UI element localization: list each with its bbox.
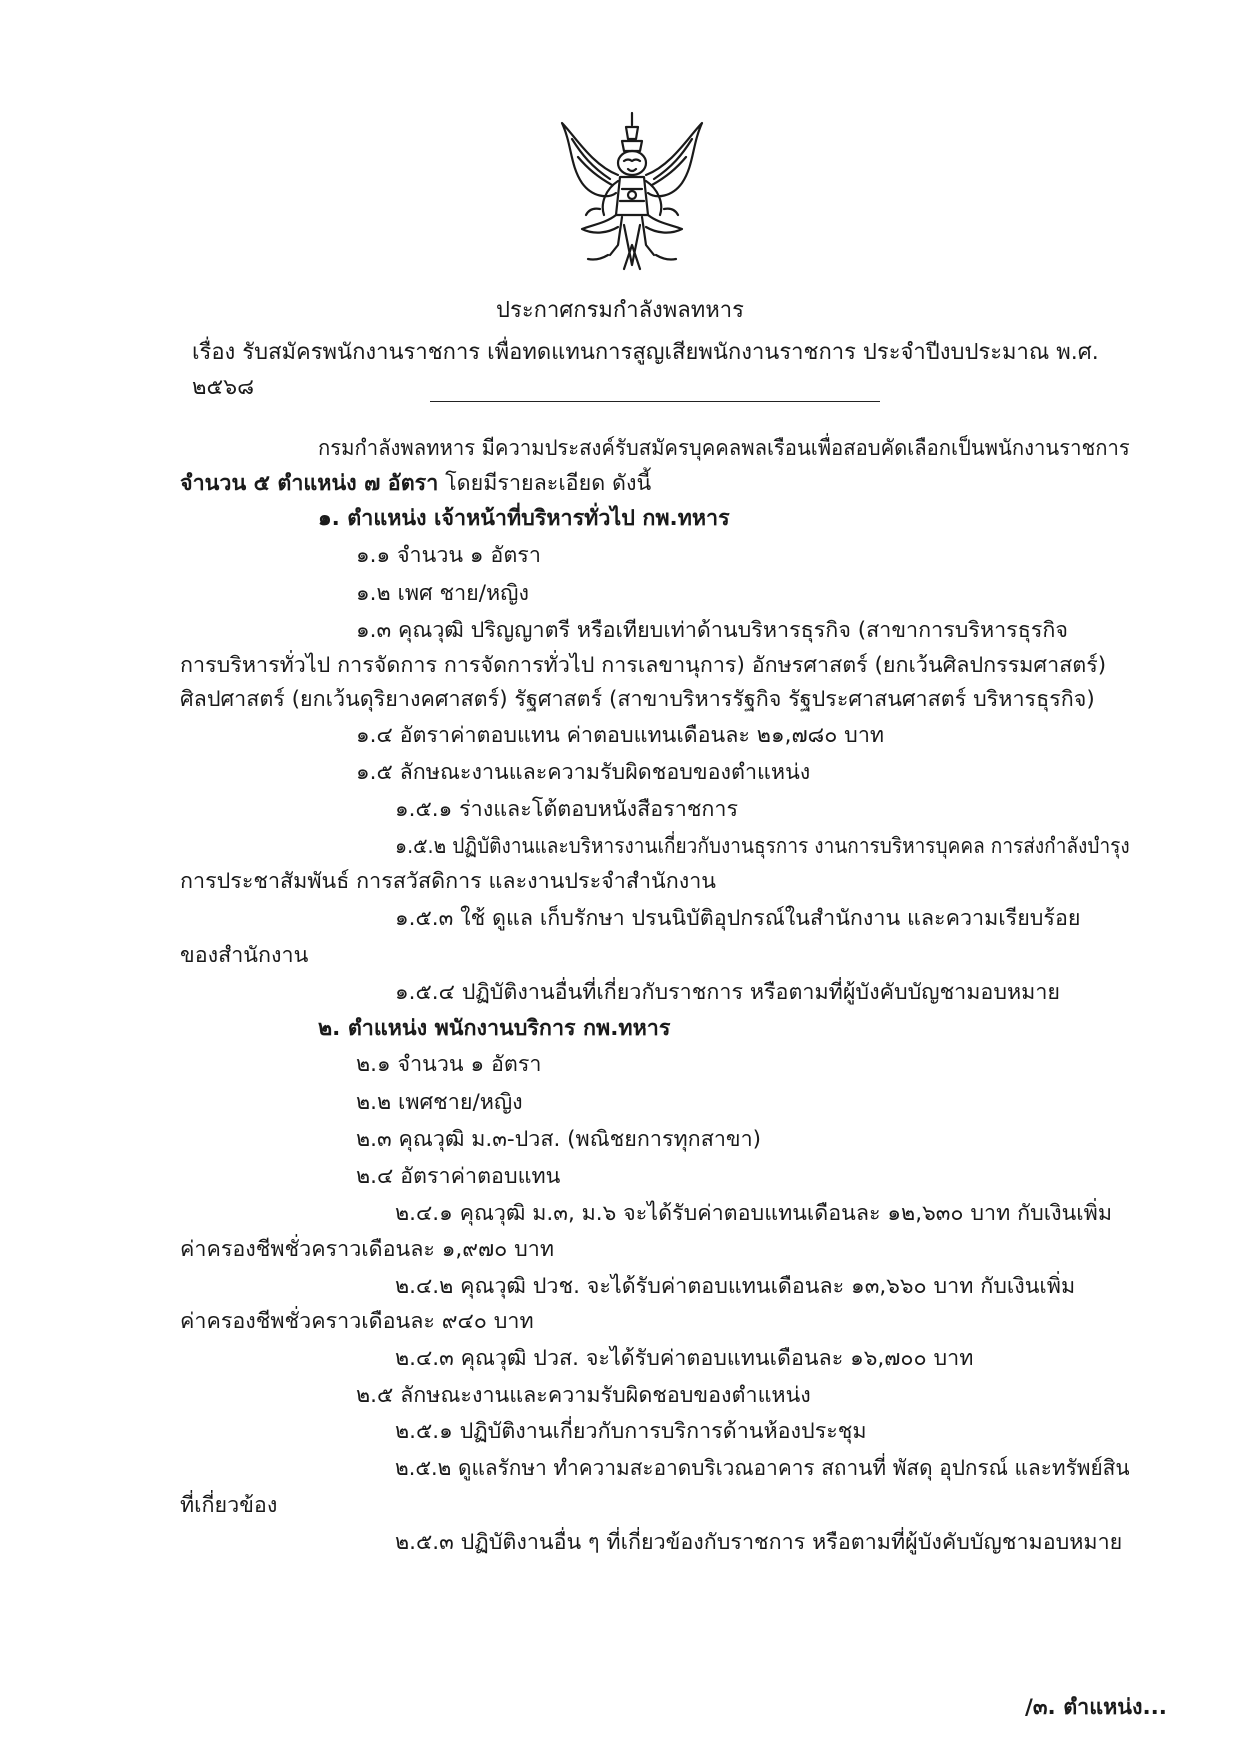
section-1-duty-3-line-2: ของสำนักงาน — [180, 943, 309, 968]
section-2-pay-3: ๒.๔.๓ คุณวุฒิ ปวส. จะได้รับค่าตอบแทนเดือนละ ๑๖,๗๐๐ บาท — [395, 1346, 974, 1371]
section-1-duty-1: ๑.๕.๑ ร่างและโต้ตอบหนังสือราชการ — [395, 797, 739, 822]
section-1-qualification-line-1: ๑.๓ คุณวุฒิ ปริญญาตรี หรือเทียบเท่าด้านบริหารธุรกิจ (สาขาการบริหารธุรกิจ — [356, 618, 1069, 643]
announcement-subject: เรื่อง รับสมัครพนักงานราชการ เพื่อทดแทนการสูญเสียพนักงานราชการ ประจำปีงบประมาณ พ.ศ. ๒๕๖๘ — [192, 340, 1099, 400]
section-1-duty-2-line-2: การประชาสัมพันธ์ การสวัสดิการ และงานประจำสำนักงาน — [180, 869, 716, 894]
section-2-duty-2-line-1: ๒.๕.๒ ดูแลรักษา ทำความสะอาดบริเวณอาคาร สถานที่ พัสดุ อุปกรณ์ และทรัพย์สิน — [395, 1456, 1130, 1481]
garuda-emblem — [552, 105, 712, 275]
section-1-gender: ๑.๒ เพศ ชาย/หญิง — [356, 581, 529, 606]
intro-line-1: กรมกำลังพลทหาร มีความประสงค์รับสมัครบุคคลพลเรือนเพื่อสอบคัดเลือกเป็นพนักงานราชการ — [318, 436, 1130, 461]
page-continuation: /๓. ตำแหน่ง... — [1025, 1695, 1167, 1720]
section-1-pay: ๑.๔ อัตราค่าตอบแทน ค่าตอบแทนเดือนละ ๒๑,๗๘๐ บาท — [356, 723, 885, 748]
section-1-duties-heading: ๑.๕ ลักษณะงานและความรับผิดชอบของตำแหน่ง — [356, 760, 811, 785]
intro-positions-count: จำนวน ๕ ตำแหน่ง ๗ อัตรา — [180, 471, 439, 496]
title-divider — [430, 401, 880, 402]
section-2-duty-1: ๒.๕.๑ ปฏิบัติงานเกี่ยวกับการบริการด้านห้องประชุม — [395, 1419, 867, 1444]
section-2-qualification: ๒.๓ คุณวุฒิ ม.๓-ปวส. (พณิชยการทุกสาขา) — [356, 1127, 762, 1152]
section-1-qualification-line-3: ศิลปศาสตร์ (ยกเว้นดุริยางคศาสตร์) รัฐศาสตร์ (สาขาบริหารรัฐกิจ รัฐประศาสนศาสตร์ บริหารธุรกิจ) — [180, 687, 1095, 712]
intro-line-2-rest: โดยมีรายละเอียด ดังนี้ — [438, 471, 652, 496]
announcement-title: ประกาศกรมกำลังพลทหาร — [496, 298, 744, 323]
section-2-duties-heading: ๒.๕ ลักษณะงานและความรับผิดชอบของตำแหน่ง — [356, 1383, 811, 1408]
section-1-duty-4: ๑.๕.๔ ปฏิบัติงานอื่นที่เกี่ยวกับราชการ หรือตามที่ผู้บังคับบัญชามอบหมาย — [395, 980, 1060, 1005]
section-2-count: ๒.๑ จำนวน ๑ อัตรา — [356, 1052, 542, 1077]
section-2-pay-heading: ๒.๔ อัตราค่าตอบแทน — [356, 1164, 561, 1189]
section-2-duty-3: ๒.๕.๓ ปฏิบัติงานอื่น ๆ ที่เกี่ยวข้องกับราชการ หรือตามที่ผู้บังคับบัญชามอบหมาย — [395, 1530, 1123, 1555]
section-2-pay-1-line-2: ค่าครองชีพชั่วคราวเดือนละ ๑,๙๗๐ บาท — [180, 1237, 555, 1262]
section-2-heading: ๒. ตำแหน่ง พนักงานบริการ กพ.ทหาร — [318, 1016, 671, 1041]
section-2-gender: ๒.๒ เพศชาย/หญิง — [356, 1090, 523, 1115]
section-2-duty-2-line-2: ที่เกี่ยวข้อง — [180, 1493, 278, 1518]
section-1-duty-2-line-1: ๑.๕.๒ ปฏิบัติงานและบริหารงานเกี่ยวกับงานธุรการ งานการบริหารบุคคล การส่งกำลังบำรุง — [395, 834, 1130, 859]
section-1-duty-3-line-1: ๑.๕.๓ ใช้ ดูแล เก็บรักษา ปรนนิบัติอุปกรณ์ในสำนักงาน และความเรียบร้อย — [395, 906, 1081, 931]
intro-line-2 — [180, 473, 651, 495]
section-2-pay-2-line-1: ๒.๔.๒ คุณวุฒิ ปวช. จะได้รับค่าตอบแทนเดือนละ ๑๓,๖๖๐ บาท กับเงินเพิ่ม — [395, 1274, 1076, 1299]
section-1-count: ๑.๑ จำนวน ๑ อัตรา — [356, 543, 541, 568]
section-1-qualification-line-2: การบริหารทั่วไป การจัดการ การจัดการทั่วไป การเลขานุการ) อักษรศาสตร์ (ยกเว้นศิลปกรรมศาสตร์) — [180, 653, 1107, 678]
section-1-heading: ๑. ตำแหน่ง เจ้าหน้าที่บริหารทั่วไป กพ.ทหาร — [318, 506, 730, 531]
section-2-pay-1-line-1: ๒.๔.๑ คุณวุฒิ ม.๓, ม.๖ จะได้รับค่าตอบแทนเดือนละ ๑๒,๖๓๐ บาท กับเงินเพิ่ม — [395, 1201, 1112, 1226]
section-2-pay-2-line-2: ค่าครองชีพชั่วคราวเดือนละ ๙๔๐ บาท — [180, 1309, 534, 1334]
